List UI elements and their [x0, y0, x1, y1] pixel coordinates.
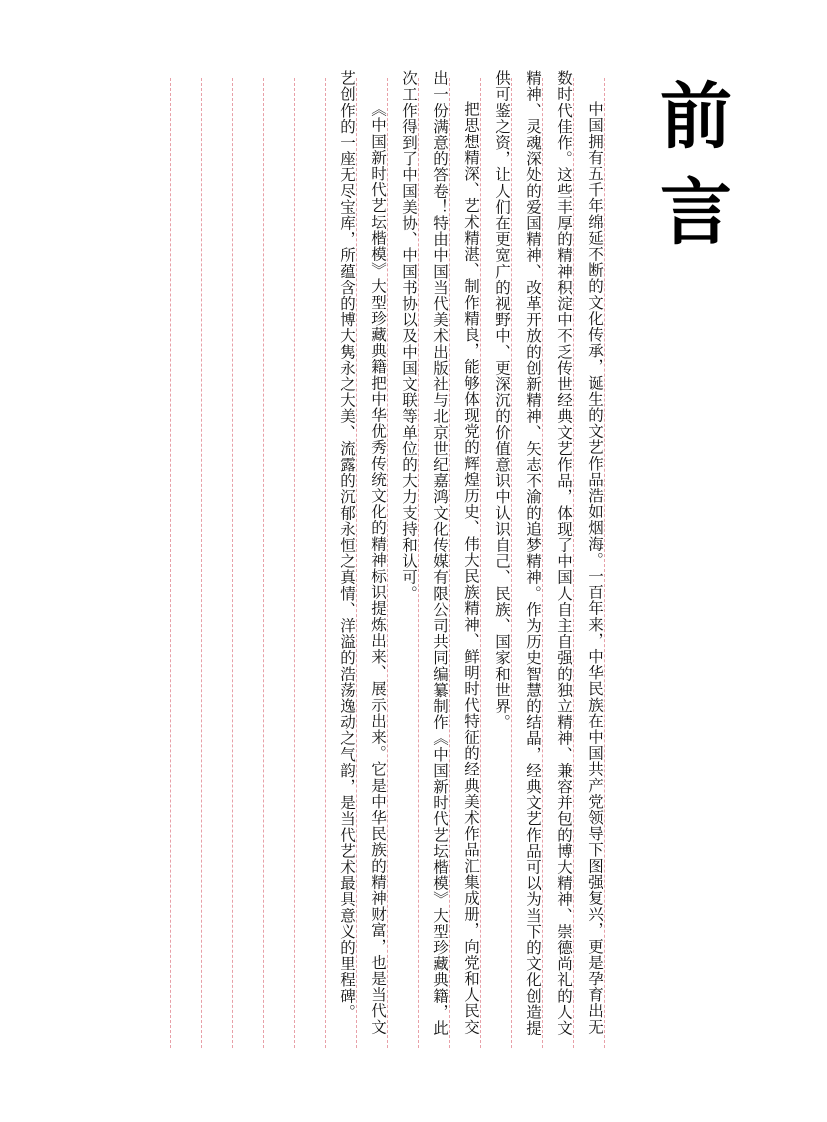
column-rule	[170, 78, 171, 1048]
preface-body	[176, 70, 610, 1050]
page-title: 前言	[648, 78, 732, 270]
paragraph-1: 中国拥有五千年绵延不断的文化传承，诞生的文艺作品浩如烟海。一百年来，中华民族在中国共产党领导下图强复兴，更是孕育出无数时代佳作。这些丰厚的精神积淀中不乏传世经典文艺作品，体现了中国人自主自强的独立精神、兼容并包的博大精神、崇德尚礼的人文精神、灵魂深处的爱国精神、改革开放的创新精神、矢志不渝的追梦精神。作为历史智慧的结晶，经典文艺作品可以为当下的文化创造提供可鉴之资，让人们在更宽广的视野中、更深沉的价值意识中认识自己、民族、国家和世界。	[493, 70, 604, 1036]
paragraph-2: 把思想精深、艺术精湛、制作精良，能够体现党的辉煌历史、伟大民族精神、鲜明时代特征的经典美术作品汇集成册，向党和人民交出一份满意的答卷！特由中国当代美术出版社与北京世纪嘉鸿文化传媒有限公司共同编纂制作《中国新时代艺坛楷模》大型珍藏典籍，此次工作得到了中国美协、中国书协以及中国文联等单位的大力支持和认可。	[400, 70, 480, 1036]
paragraph-3: 《中国新时代艺坛楷模》大型珍藏典籍把中华优秀传统文化的精神标识提炼出来、展示出来。它是中华民族的精神财富，也是当代文艺创作的一座无尽宝库，所蕴含的博大隽永之大美、流露的沉郁永恒之真情、洋溢的浩荡逸动之气韵，是当代艺术最具意义的里程碑。	[338, 70, 387, 1035]
